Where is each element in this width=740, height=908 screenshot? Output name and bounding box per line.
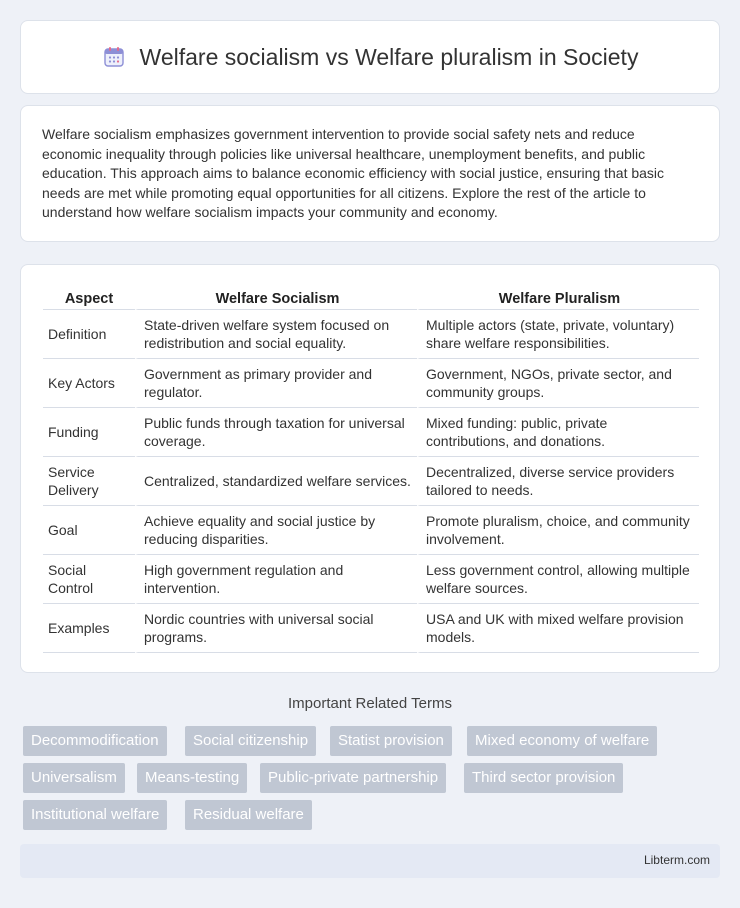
- table-row: [43, 457, 699, 506]
- tag-public-private-partnership[interactable]: Public-private partnership: [260, 763, 446, 793]
- row-aspect: Service Delivery: [43, 457, 135, 506]
- row-aspect: Examples: [43, 604, 135, 653]
- row-socialism: Achieve equality and social justice by reducing disparities.: [135, 506, 417, 555]
- page-title: Welfare socialism vs Welfare pluralism in Society: [139, 43, 639, 70]
- calendar-icon: [102, 45, 126, 69]
- row-socialism: Centralized, standardized welfare services.: [135, 457, 417, 506]
- table-row: [43, 359, 699, 408]
- tag-institutional-welfare[interactable]: Institutional welfare: [23, 800, 167, 830]
- row-aspect: Definition: [43, 310, 135, 359]
- row-socialism: Government as primary provider and regulator.: [135, 359, 417, 408]
- table-row: [43, 506, 699, 555]
- table-row: [43, 604, 699, 653]
- row-socialism: State-driven welfare system focused on redistribution and social equality.: [135, 310, 417, 359]
- row-aspect: Key Actors: [43, 359, 135, 408]
- tag-mixed-economy-of-welfare[interactable]: Mixed economy of welfare: [467, 726, 657, 756]
- row-socialism: Nordic countries with universal social programs.: [135, 604, 417, 653]
- footer: [20, 844, 720, 878]
- table-row: [43, 310, 699, 359]
- tag-statist-provision[interactable]: Statist provision: [330, 726, 452, 756]
- header-welfare-socialism: Welfare Socialism: [135, 286, 417, 310]
- comparison-card: [20, 264, 720, 673]
- tag-decommodification[interactable]: Decommodification: [23, 726, 167, 756]
- row-aspect: Social Control: [43, 555, 135, 604]
- row-pluralism: Government, NGOs, private sector, and community groups.: [417, 359, 699, 408]
- intro-paragraph: Welfare socialism emphasizes government intervention to provide social safety nets and reduce economic inequality through policies like universal healthcare, unemployment benefits, and public education. This approach aims to balance economic efficiency with social justice, ensuring that basic needs are met while promoting equal opportunities for all citizens. Explore the rest of the article to understand how welfare socialism impacts your community and economy.: [42, 126, 665, 220]
- related-terms-title: Important Related Terms: [288, 695, 452, 712]
- footer-site-link[interactable]: Libterm.com: [643, 853, 710, 867]
- table-header-row: [43, 286, 699, 310]
- tag-residual-welfare[interactable]: Residual welfare: [185, 800, 312, 830]
- comparison-table: [43, 286, 699, 653]
- tag-universalism[interactable]: Universalism: [23, 763, 125, 793]
- row-pluralism: Less government control, allowing multiple welfare sources.: [417, 555, 699, 604]
- row-pluralism: Multiple actors (state, private, voluntary) share welfare responsibilities.: [417, 310, 699, 359]
- row-pluralism: Mixed funding: public, private contributions, and donations.: [417, 408, 699, 457]
- row-aspect: Goal: [43, 506, 135, 555]
- header-aspect: Aspect: [43, 286, 135, 310]
- row-pluralism: Promote pluralism, choice, and community involvement.: [417, 506, 699, 555]
- tag-social-citizenship[interactable]: Social citizenship: [185, 726, 316, 756]
- row-pluralism: Decentralized, diverse service providers tailored to needs.: [417, 457, 699, 506]
- tag-means-testing[interactable]: Means-testing: [137, 763, 247, 793]
- title-card: [20, 20, 720, 94]
- row-socialism: High government regulation and intervention.: [135, 555, 417, 604]
- table-row: [43, 408, 699, 457]
- header-welfare-pluralism: Welfare Pluralism: [417, 286, 699, 310]
- row-socialism: Public funds through taxation for universal coverage.: [135, 408, 417, 457]
- intro-card: [20, 105, 720, 242]
- row-pluralism: USA and UK with mixed welfare provision models.: [417, 604, 699, 653]
- tag-third-sector-provision[interactable]: Third sector provision: [464, 763, 623, 793]
- row-aspect: Funding: [43, 408, 135, 457]
- table-row: [43, 555, 699, 604]
